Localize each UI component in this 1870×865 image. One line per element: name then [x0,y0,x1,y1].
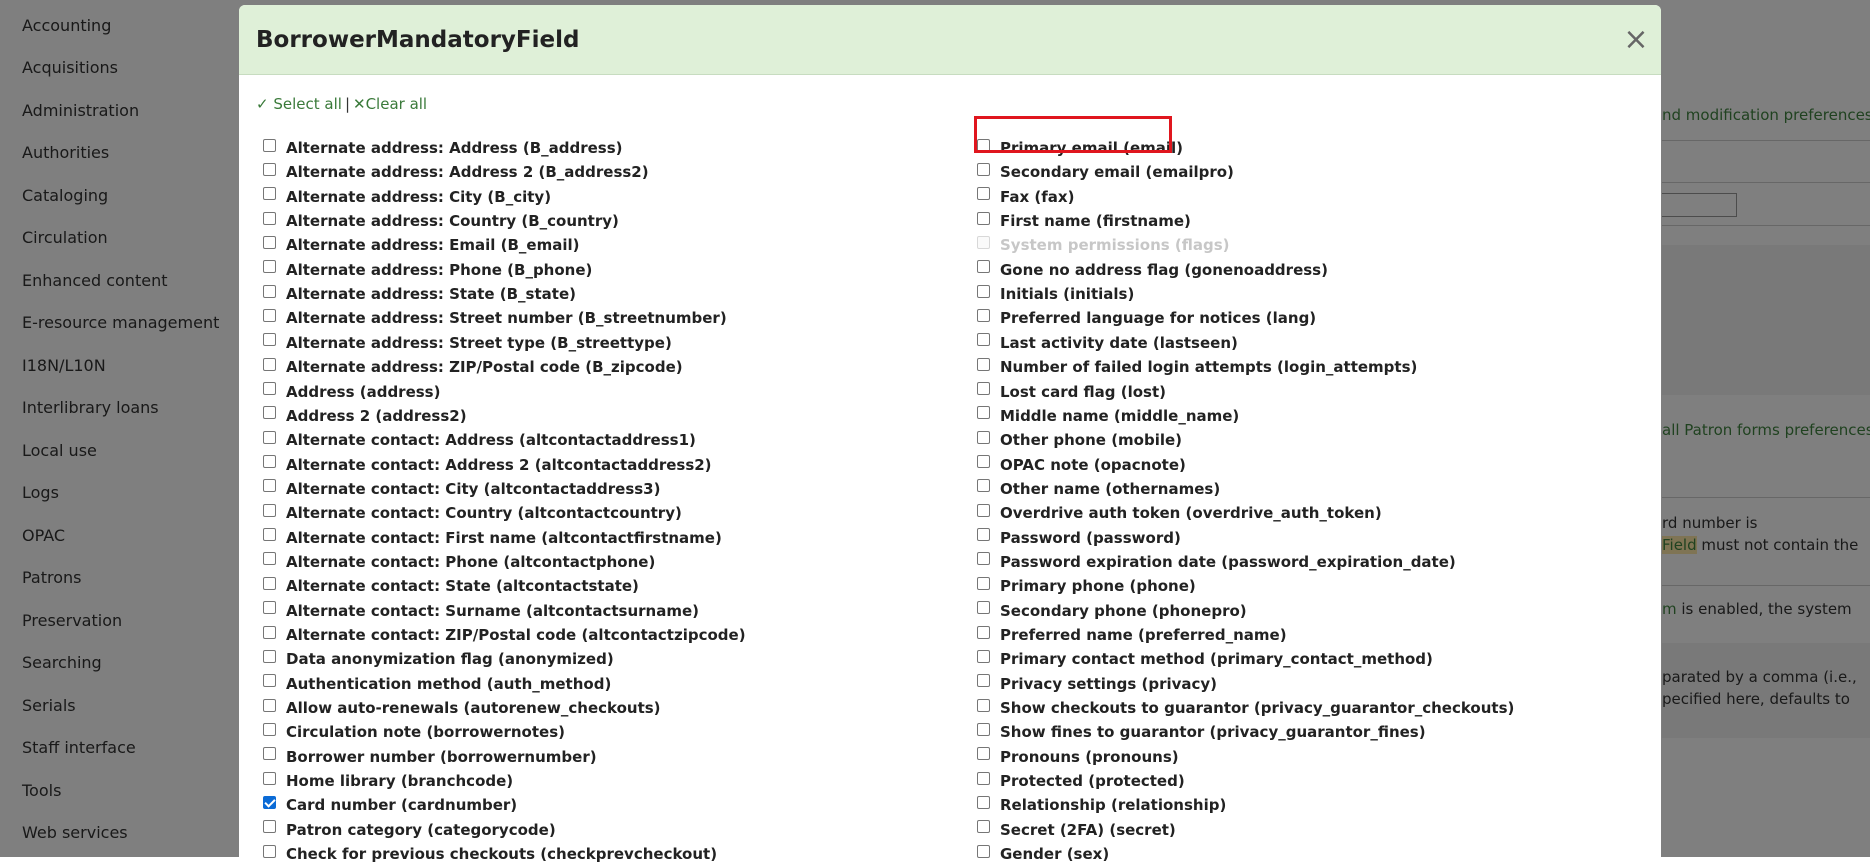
field-label: Other phone (mobile) [1000,431,1183,450]
field-checkbox[interactable] [977,650,990,663]
field-option[interactable] [263,477,660,501]
field-label: First name (firstname) [1000,212,1191,231]
field-label: Number of failed login attempts (login_attempts) [1000,358,1418,377]
modal-title: BorrowerMandatoryField [256,27,580,53]
field-label: Alternate contact: Surname (altcontactsurname) [286,601,699,620]
field-label: OPAC note (opacnote) [1000,455,1186,474]
field-option[interactable] [977,331,1238,355]
field-option[interactable] [263,623,746,647]
field-option[interactable] [977,404,1239,428]
field-label: Relationship (relationship) [1000,796,1227,815]
field-label: Alternate address: State (B_state) [286,285,576,304]
field-label: Protected (protected) [1000,772,1185,791]
field-option[interactable] [977,647,1433,671]
field-checkbox[interactable] [977,699,990,712]
field-option[interactable] [263,355,683,379]
field-option[interactable] [977,355,1417,379]
field-option[interactable] [263,428,696,452]
field-checkbox[interactable] [977,723,990,736]
field-option[interactable] [977,842,1109,865]
field-option[interactable] [263,233,579,257]
field-option[interactable] [977,209,1191,233]
field-checkbox[interactable] [977,772,990,785]
field-label: Show fines to guarantor (privacy_guarantor_fines) [1000,723,1426,742]
field-label: Alternate address: Street type (B_streettype) [286,333,672,352]
field-checkbox[interactable] [263,504,276,517]
field-checkbox[interactable] [263,260,276,273]
field-label: Initials (initials) [1000,285,1135,304]
field-label: Fax (fax) [1000,187,1075,206]
clear-all-link[interactable] [353,95,427,113]
field-checkbox[interactable] [263,236,276,249]
field-label: Last activity date (lastseen) [1000,333,1238,352]
field-option[interactable] [977,769,1185,793]
field-checkbox[interactable] [977,601,990,614]
field-checkbox[interactable] [977,333,990,346]
field-checkbox [977,236,990,249]
field-option[interactable] [263,745,597,769]
field-option[interactable] [263,136,623,160]
field-label: Preferred name (preferred_name) [1000,626,1287,644]
field-checkbox[interactable] [263,723,276,736]
field-option[interactable] [977,550,1456,574]
field-label: Primary phone (phone) [1000,577,1196,596]
field-option[interactable] [977,696,1514,720]
field-checkbox[interactable] [977,309,990,322]
field-label: Alternate contact: Address (altcontactaddress1) [286,431,696,450]
field-checkbox[interactable] [977,358,990,371]
field-label: Card number (cardnumber) [286,796,518,815]
field-checkbox[interactable] [263,699,276,712]
field-option[interactable] [977,428,1182,452]
field-checkbox[interactable] [977,163,990,176]
field-checkbox[interactable] [977,212,990,225]
field-label: Secondary phone (phonepro) [1000,601,1247,620]
field-checkbox[interactable] [263,285,276,298]
field-checkbox[interactable] [263,626,276,639]
modal-header [239,5,1661,75]
field-label: Alternate address: Country (B_country) [286,212,619,231]
field-option[interactable] [263,647,614,671]
field-option[interactable] [977,477,1220,501]
field-label: Alternate address: Street number (B_streetnumber) [286,309,727,328]
field-checkbox[interactable] [977,382,990,395]
field-option[interactable] [263,453,712,477]
field-checkbox[interactable] [263,187,276,200]
field-checkbox[interactable] [977,552,990,565]
clear-all-label: Clear all [365,95,428,113]
field-label: Middle name (middle_name) [1000,406,1240,425]
field-checkbox[interactable] [977,626,990,639]
field-checkbox[interactable] [263,139,276,152]
field-label: Show checkouts to guarantor (privacy_guarantor_checkouts) [1000,699,1515,718]
field-label: Borrower number (borrowernumber) [286,747,597,766]
field-checkbox[interactable] [263,577,276,590]
field-checkbox[interactable] [263,772,276,785]
field-option[interactable] [977,720,1426,744]
field-label: Alternate address: Phone (B_phone) [286,260,593,279]
field-checkbox[interactable] [977,674,990,687]
field-label: Primary email (email) [1000,139,1184,157]
field-option[interactable] [263,501,682,525]
field-checkbox[interactable] [977,820,990,833]
field-option[interactable] [263,696,661,720]
field-label: Address 2 (address2) [286,406,467,425]
field-checkbox[interactable] [263,674,276,687]
field-checkbox[interactable] [263,163,276,176]
field-option[interactable] [977,623,1287,647]
field-label: Check for previous checkouts (checkprevcheckout) [286,845,718,864]
field-option[interactable] [263,672,611,696]
field-option[interactable] [263,550,655,574]
field-label: Data anonymization flag (anonymized) [286,650,614,669]
field-option[interactable] [977,574,1196,598]
field-checkbox[interactable] [977,747,990,760]
field-label: Secret (2FA) (secret) [1000,820,1176,839]
field-label: Alternate address: Address (B_address) [286,139,623,157]
field-label: Primary contact method (primary_contact_method) [1000,650,1433,669]
field-checkbox[interactable] [977,187,990,200]
field-option[interactable] [977,258,1328,282]
field-checkbox[interactable] [263,845,276,858]
field-label: Gone no address flag (gonenoaddress) [1000,260,1328,279]
field-option[interactable] [977,745,1179,769]
field-checkbox[interactable] [263,552,276,565]
field-label: Alternate contact: First name (altcontactfirstname) [286,528,722,547]
field-checkbox[interactable] [263,747,276,760]
field-option[interactable] [977,672,1217,696]
field-checkbox[interactable] [263,796,276,809]
field-label: Alternate contact: State (altcontactstate) [286,577,639,596]
field-label: Home library (branchcode) [286,772,514,791]
field-option[interactable] [977,793,1226,817]
field-option[interactable] [263,258,592,282]
field-label: System permissions (flags) [1000,236,1230,255]
field-label: Patron category (categorycode) [286,820,556,839]
field-option[interactable] [263,185,551,209]
field-option[interactable] [263,380,440,404]
field-checkbox[interactable] [263,333,276,346]
field-label: Pronouns (pronouns) [1000,747,1179,766]
field-label: Other name (othernames) [1000,479,1221,498]
field-option[interactable] [977,599,1247,623]
field-label: Alternate address: Address 2 (B_address2) [286,163,649,182]
field-checkbox[interactable] [263,820,276,833]
field-label: Alternate address: ZIP/Postal code (B_zipcode) [286,358,683,377]
field-option[interactable] [977,526,1181,550]
field-option[interactable] [263,720,565,744]
field-option[interactable] [977,282,1134,306]
field-label: Circulation note (borrowernotes) [286,723,565,742]
field-option[interactable] [263,404,467,428]
close-button[interactable]: × [1623,22,1649,57]
field-checkbox[interactable] [263,212,276,225]
field-option[interactable] [977,818,1176,842]
field-label: Alternate contact: ZIP/Postal code (altcontactzipcode) [286,626,746,644]
field-label: Alternate contact: Address 2 (altcontactaddress2) [286,455,712,474]
field-label: Privacy settings (privacy) [1000,674,1218,693]
field-checkbox[interactable] [263,479,276,492]
field-option[interactable] [977,185,1074,209]
field-label: Password (password) [1000,528,1181,547]
check-icon: ✓ [256,95,269,113]
field-checkbox[interactable] [977,260,990,273]
select-all-link[interactable] [256,95,342,113]
selection-controls [256,95,427,113]
field-option [977,233,1230,257]
field-label: Allow auto-renewals (autorenew_checkouts) [286,699,661,718]
x-icon: ✕ [353,95,366,113]
field-checkbox[interactable] [263,528,276,541]
field-checkbox[interactable] [977,504,990,517]
field-option[interactable] [263,574,639,598]
field-checkbox[interactable] [263,406,276,419]
select-all-label: Select all [273,95,342,113]
field-checkbox[interactable] [263,382,276,395]
field-label: Gender (sex) [1000,845,1110,864]
field-option[interactable] [263,306,727,330]
field-checkbox[interactable] [263,455,276,468]
field-label: Overdrive auth token (overdrive_auth_token) [1000,504,1382,523]
field-label: Address (address) [286,382,441,401]
field-option[interactable] [977,306,1316,330]
field-option[interactable] [263,842,717,865]
field-checkbox[interactable] [977,431,990,444]
field-option[interactable] [263,599,699,623]
annotation-highlight-box [974,116,1172,153]
field-checkbox[interactable] [263,358,276,371]
field-option[interactable] [977,501,1382,525]
field-checkbox[interactable] [977,528,990,541]
field-option[interactable] [977,453,1186,477]
field-checkbox[interactable] [977,479,990,492]
field-option[interactable] [263,769,513,793]
field-option[interactable] [263,526,722,550]
field-option[interactable] [263,282,576,306]
separator: | [344,95,350,113]
field-label: Alternate contact: City (altcontactaddress3) [286,479,661,498]
field-checkbox[interactable] [263,650,276,663]
field-label: Preferred language for notices (lang) [1000,309,1317,328]
field-checkbox[interactable] [977,577,990,590]
field-option[interactable] [263,209,619,233]
field-label: Alternate address: City (B_city) [286,187,552,206]
field-label: Authentication method (auth_method) [286,674,612,693]
field-checkbox[interactable] [977,796,990,809]
field-label: Lost card flag (lost) [1000,382,1167,401]
field-option[interactable] [263,160,649,184]
field-checkbox[interactable] [977,845,990,858]
field-option[interactable] [263,818,556,842]
field-label: Secondary email (emailpro) [1000,163,1234,182]
field-checkbox[interactable] [977,285,990,298]
field-option[interactable] [977,380,1166,404]
field-checkbox[interactable] [263,431,276,444]
field-checkbox[interactable] [977,455,990,468]
field-option[interactable] [977,160,1234,184]
field-checkbox[interactable] [263,309,276,322]
field-option[interactable] [263,331,672,355]
field-label: Alternate address: Email (B_email) [286,236,580,255]
field-label: Alternate contact: Country (altcontactcountry) [286,504,682,523]
field-checkbox[interactable] [977,406,990,419]
field-option[interactable] [263,793,517,817]
field-checkbox[interactable] [263,601,276,614]
field-label: Password expiration date (password_expiration_date) [1000,552,1456,571]
mandatory-field-modal [239,5,1661,865]
field-label: Alternate contact: Phone (altcontactphone) [286,552,656,571]
